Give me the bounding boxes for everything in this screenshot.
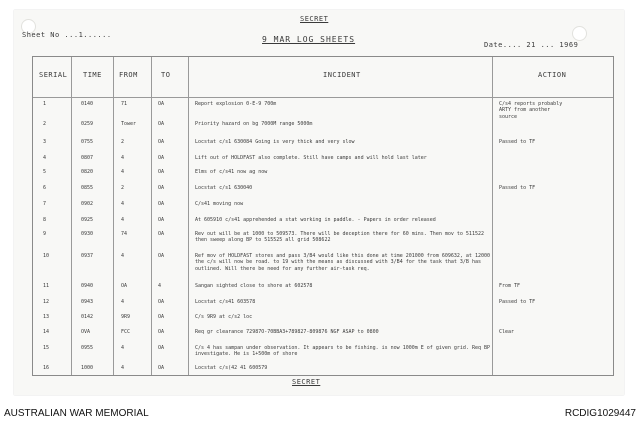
row-11-incident: Sangan sighted close to shore at 602578 bbox=[195, 283, 313, 289]
row-12-time: 0943 bbox=[81, 299, 94, 305]
row-9-incident: Rev out will be at 1000 to 509573. There will be deception there for 60 mins. Then mov to 511522 then sweep along BP to 515525 all grid 508622 bbox=[195, 231, 484, 244]
row-3-incident: Locstat c/s1 630084 Going is very thick and very slow bbox=[195, 139, 355, 145]
row-7-from: 4 bbox=[121, 201, 125, 207]
row-6-action: Passed to TF bbox=[499, 185, 536, 191]
row-15-from: 4 bbox=[121, 345, 125, 351]
row-13-to: OA bbox=[158, 314, 165, 320]
row-16-from: 4 bbox=[121, 365, 125, 371]
row-16-incident: Locstat c/s(42 41 600579 bbox=[195, 365, 268, 371]
row-5-time: 0820 bbox=[81, 169, 94, 175]
row-9-time: 0930 bbox=[81, 231, 94, 237]
row-11-serial: 11 bbox=[43, 283, 50, 289]
row-3-serial: 3 bbox=[43, 139, 47, 145]
footer-id: RCDIG1029447 bbox=[564, 408, 636, 419]
row-14-serial: 14 bbox=[43, 329, 50, 335]
row-11-from: OA bbox=[121, 283, 128, 289]
header-to: TO bbox=[161, 71, 171, 79]
row-2-from: Tower bbox=[121, 121, 137, 127]
row-6-to: OA bbox=[158, 185, 165, 191]
row-1-time: 0140 bbox=[81, 101, 94, 107]
row-10-time: 0937 bbox=[81, 253, 94, 259]
footer-source: AUSTRALIAN WAR MEMORIAL bbox=[4, 408, 149, 419]
row-12-to: OA bbox=[158, 299, 165, 305]
punch-hole bbox=[572, 26, 587, 41]
row-3-time: 0755 bbox=[81, 139, 94, 145]
row-4-to: OA bbox=[158, 155, 165, 161]
row-4-serial: 4 bbox=[43, 155, 47, 161]
row-1-serial: 1 bbox=[43, 101, 47, 107]
row-12-from: 4 bbox=[121, 299, 125, 305]
row-14-time: OVA bbox=[81, 329, 91, 335]
row-2-incident: Priority hazard on bg 7000M range 5000m bbox=[195, 121, 313, 127]
row-14-incident: Req gr clearance 72987O-70BBA3+789827-809876 NGF ASAP to 0800 bbox=[195, 329, 379, 335]
row-10-to: OA bbox=[158, 253, 165, 259]
header-action: ACTION bbox=[538, 71, 567, 79]
row-8-serial: 8 bbox=[43, 217, 47, 223]
header-incident: INCIDENT bbox=[323, 71, 361, 79]
log-table bbox=[32, 56, 614, 376]
row-15-to: OA bbox=[158, 345, 165, 351]
row-11-to: 4 bbox=[158, 283, 162, 289]
document-title: 9 MAR LOG SHEETS bbox=[262, 35, 356, 44]
row-13-incident: C/s 9R9 at c/s2 loc bbox=[195, 314, 253, 320]
row-6-serial: 6 bbox=[43, 185, 47, 191]
row-1-to: OA bbox=[158, 101, 165, 107]
row-9-serial: 9 bbox=[43, 231, 47, 237]
row-2-serial: 2 bbox=[43, 121, 47, 127]
row-13-time: 0142 bbox=[81, 314, 94, 320]
document-sheet bbox=[14, 10, 624, 395]
row-3-from: 2 bbox=[121, 139, 125, 145]
row-16-time: 1000 bbox=[81, 365, 94, 371]
row-12-action: Passed to TF bbox=[499, 299, 536, 305]
row-10-incident: Ref mov of HOLDFAST stores and pass 3/B4 would like this done at time 201000 from 609632, at 12000 the c/s will now be road. to 19 with the means as discussed with 3/B4 for the task that 3/B has outlined. Will there be need for any further air-task req. bbox=[195, 253, 491, 272]
row-10-serial: 10 bbox=[43, 253, 50, 259]
row-8-from: 4 bbox=[121, 217, 125, 223]
row-8-to: OA bbox=[158, 217, 165, 223]
row-7-time: 0902 bbox=[81, 201, 94, 207]
row-7-serial: 7 bbox=[43, 201, 47, 207]
row-10-from: 4 bbox=[121, 253, 125, 259]
row-5-from: 4 bbox=[121, 169, 125, 175]
row-4-from: 4 bbox=[121, 155, 125, 161]
row-4-incident: Lift out of HOLDFAST also complete. Still have camps and will hold last later bbox=[195, 155, 427, 161]
row-1-from: 71 bbox=[121, 101, 128, 107]
row-15-serial: 15 bbox=[43, 345, 50, 351]
header-time: TIME bbox=[83, 71, 102, 79]
document-date: Date.... 21 ... 1969 bbox=[484, 41, 579, 49]
sheet-number: Sheet No ...1...... bbox=[22, 31, 112, 39]
row-9-from: 74 bbox=[121, 231, 128, 237]
row-13-from: 9R9 bbox=[121, 314, 131, 320]
row-4-time: 0807 bbox=[81, 155, 94, 161]
row-14-to: OA bbox=[158, 329, 165, 335]
row-13-serial: 13 bbox=[43, 314, 50, 320]
classification-top: SECRET bbox=[300, 15, 329, 23]
row-7-incident: C/s41 moving now bbox=[195, 201, 244, 207]
row-14-from: FCC bbox=[121, 329, 131, 335]
row-12-serial: 12 bbox=[43, 299, 50, 305]
classification-bottom: SECRET bbox=[292, 378, 321, 386]
row-2-to: OA bbox=[158, 121, 165, 127]
row-3-to: OA bbox=[158, 139, 165, 145]
row-7-to: OA bbox=[158, 201, 165, 207]
header-serial: SERIAL bbox=[39, 71, 68, 79]
row-5-incident: Elms of c/s41 now ag now bbox=[195, 169, 268, 175]
row-12-incident: Locstat c/s41 603578 bbox=[195, 299, 256, 305]
header-from: FROM bbox=[119, 71, 138, 79]
row-11-action: From TF bbox=[499, 283, 521, 289]
row-16-to: OA bbox=[158, 365, 165, 371]
row-9-to: OA bbox=[158, 231, 165, 237]
row-14-action: Clear bbox=[499, 329, 515, 335]
row-8-time: 0925 bbox=[81, 217, 94, 223]
row-3-action: Passed to TF bbox=[499, 139, 536, 145]
row-6-incident: Locstat c/s1 630040 bbox=[195, 185, 253, 191]
row-11-time: 0940 bbox=[81, 283, 94, 289]
row-15-time: 0955 bbox=[81, 345, 94, 351]
row-2-time: 0259 bbox=[81, 121, 94, 127]
row-6-time: 0855 bbox=[81, 185, 94, 191]
row-5-to: OA bbox=[158, 169, 165, 175]
row-6-from: 2 bbox=[121, 185, 125, 191]
row-8-incident: At 605910 c/s41 apprehended a stat working in paddle. - Papers in order released bbox=[195, 217, 436, 223]
row-5-serial: 5 bbox=[43, 169, 47, 175]
row-1-action: C/s4 reports probably ARTY from another source bbox=[499, 101, 563, 120]
row-16-serial: 16 bbox=[43, 365, 50, 371]
row-1-incident: Report explosion 0-E-9 700m bbox=[195, 101, 277, 107]
row-15-incident: C/s 4 has sampan under observation. It appears to be fishing. is now 1000m E of given grid. Req BP investigate. He is 1+500m of shore bbox=[195, 345, 491, 358]
